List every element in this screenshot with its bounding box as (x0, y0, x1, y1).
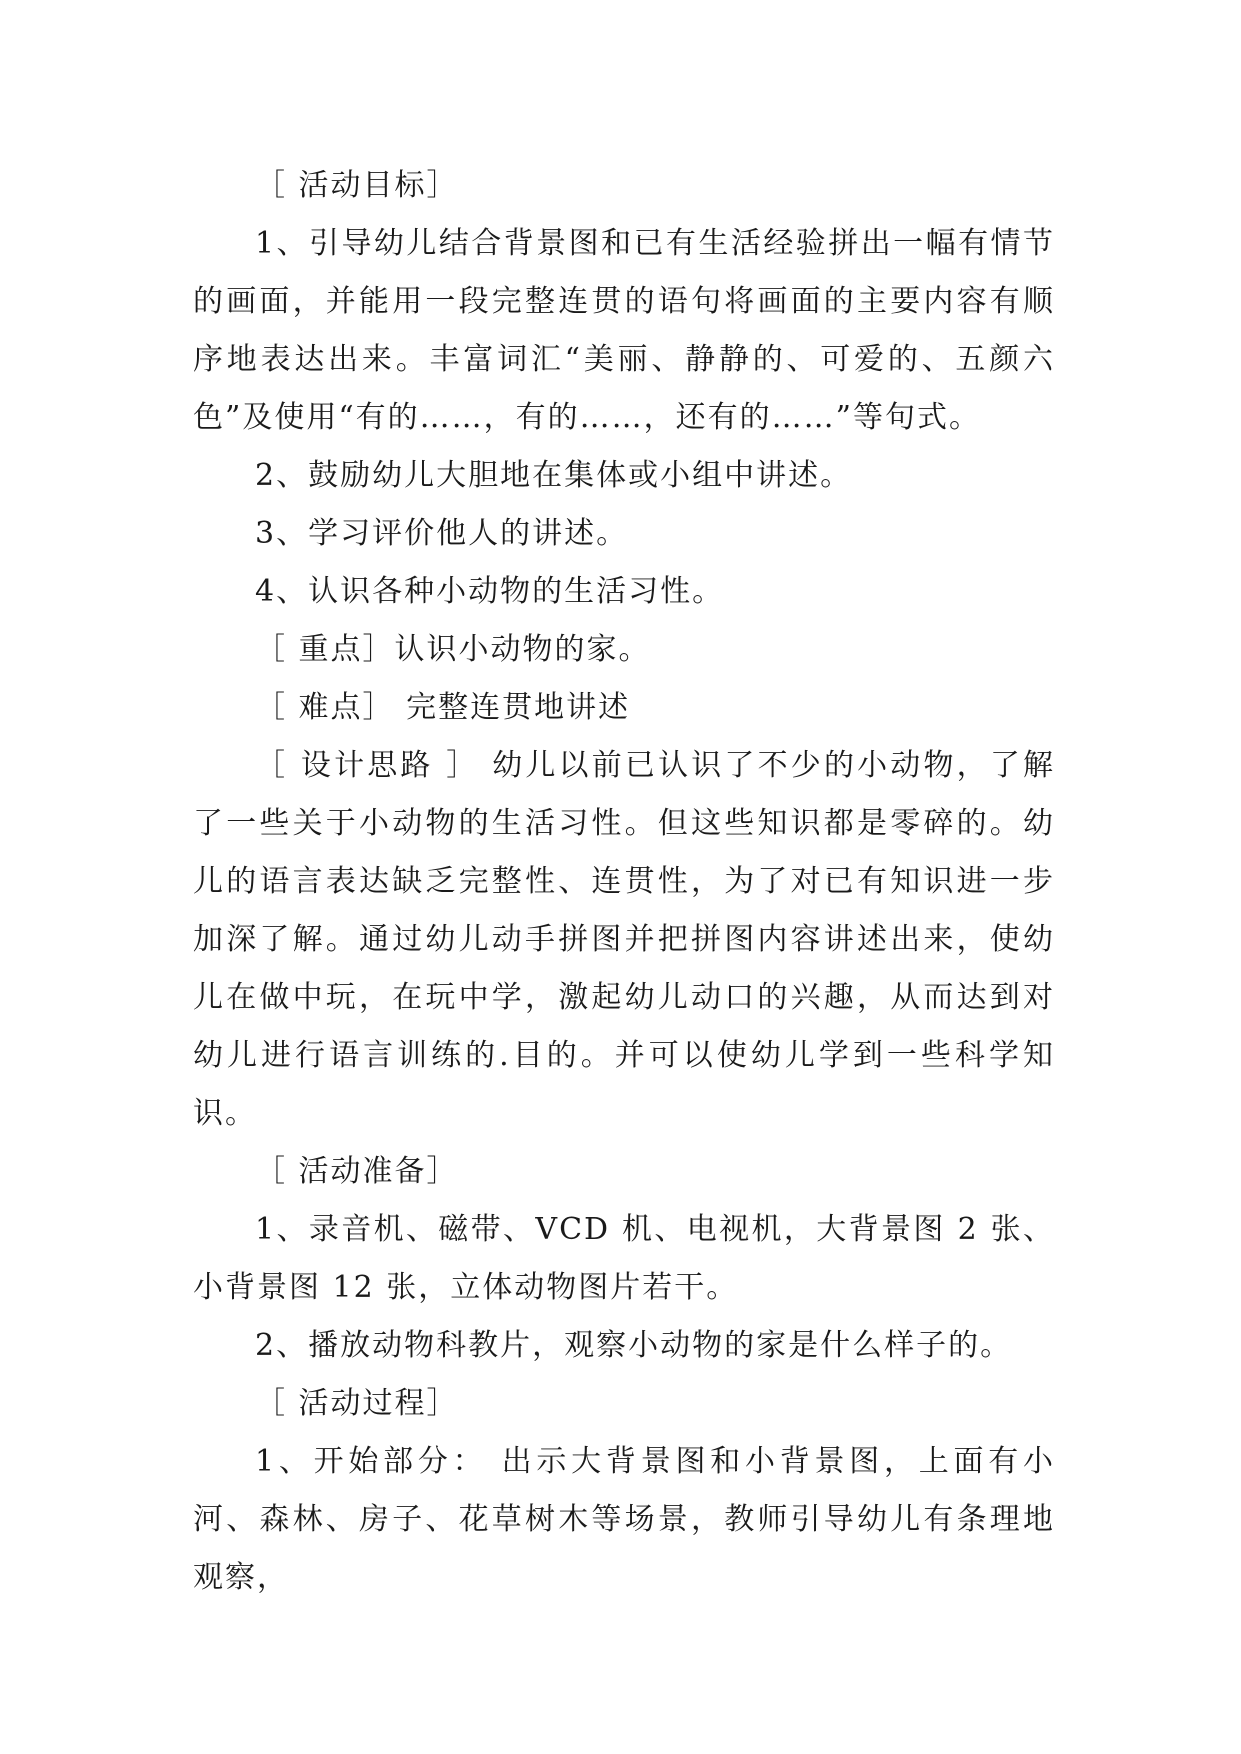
preparation-item-2: 2、播放动物科教片，观察小动物的家是什么样子的。 (255, 1328, 1013, 1363)
goal-item-1: 1、引导幼儿结合背景图和已有生活经验拼出一幅有情节的画面，并能用一段完整连贯的语句将画面的主要内容有顺序地表达出来。丰富词汇“美丽、静静的、可爱的、五颜六色”及使用“有的……，有的……，还有的……”等句式。 (193, 226, 1055, 435)
design-rationale: ［ 设计思路 ］ 幼儿以前已认识了不少的小动物，了解了一些关于小动物的生活习性。但这些知识都是零碎的。幼儿的语言表达缺乏完整性、连贯性，为了对已有知识进一步加深了解。通过幼儿动手拼图并把拼图内容讲述出来，使幼儿在做中玩，在玩中学，激起幼儿动口的兴趣，从而达到对幼儿进行语言训练的.目的。并可以使幼儿学到一些科学知识。 (193, 748, 1055, 1131)
preparation-item-1: 1、录音机、磁带、VCD 机、电视机，大背景图 2 张、小背景图 12 张，立体动物图片若干。 (193, 1212, 1055, 1305)
goal-item-2: 2、鼓励幼儿大胆地在集体或小组中讲述。 (255, 458, 853, 493)
goal-item-3: 3、学习评价他人的讲述。 (255, 516, 629, 551)
heading-activity-goals: ［ 活动目标］ (255, 168, 459, 203)
document-body (193, 157, 1055, 1607)
heading-activity-preparation: ［ 活动准备］ (255, 1154, 459, 1189)
key-point: ［ 重点］认识小动物的家。 (255, 632, 651, 667)
difficulty: ［ 难点］ 完整连贯地讲述 (255, 690, 631, 725)
process-item-1: 1、开始部分： 出示大背景图和小背景图，上面有小河、森林、房子、花草树木等场景，教师引导幼儿有条理地观察， (193, 1444, 1055, 1595)
goal-item-4: 4、认识各种小动物的生活习性。 (255, 574, 725, 609)
heading-activity-process: ［ 活动过程］ (255, 1386, 459, 1421)
